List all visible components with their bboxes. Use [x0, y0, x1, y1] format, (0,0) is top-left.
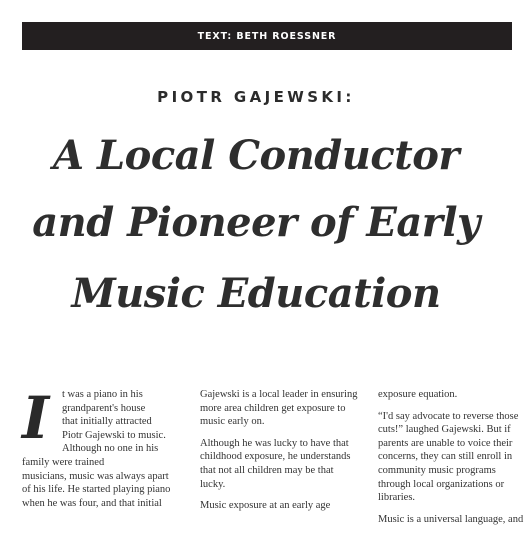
byline-bar — [22, 22, 512, 50]
kicker-name: PIOTR GAJEWSKI: — [157, 88, 355, 106]
body-line: of his life. He started playing piano — [22, 484, 171, 496]
paragraph: Music is a universal language, and — [378, 513, 524, 525]
lead-line: family were trained — [22, 456, 105, 468]
article-column-3 — [378, 388, 528, 534]
body-line: musicians, music was always apart — [22, 470, 169, 482]
paragraph: exposure equation. — [378, 389, 458, 400]
lead-line: t was a piano in his — [62, 389, 143, 400]
drop-cap: I — [22, 384, 50, 452]
article-column-2 — [200, 388, 360, 521]
headline-line-1: A Local Conductor — [53, 132, 459, 179]
article-column-1 — [22, 384, 182, 510]
byline: TEXT: BETH ROESSNER — [197, 30, 337, 42]
lead-line: grandparent's house — [62, 402, 146, 414]
lead-line: Although no one in his — [62, 443, 159, 455]
lead-line: that initially attracted — [62, 416, 152, 428]
headline-line-2: and Pioneer of Early — [32, 199, 480, 246]
paragraph: “I'd say advocate to reverse those cuts!” laughed Gajewski. But if parents are unable to voice their concerns, they can still enroll in community music programs through local organizations or libraries. — [378, 410, 519, 504]
body-line: when he was four, and that initial — [22, 497, 162, 509]
lead-line: Piotr Gajewski to music. — [62, 429, 166, 441]
paragraph: Gajewski is a local leader in ensuring more area children get exposure to music early on. — [200, 389, 358, 428]
headline-line-3: Music Education — [71, 270, 441, 317]
paragraph: Although he was lucky to have that childhood exposure, he understands that not all children may be that lucky. — [200, 437, 351, 490]
paragraph: Music exposure at an early age — [200, 500, 331, 512]
